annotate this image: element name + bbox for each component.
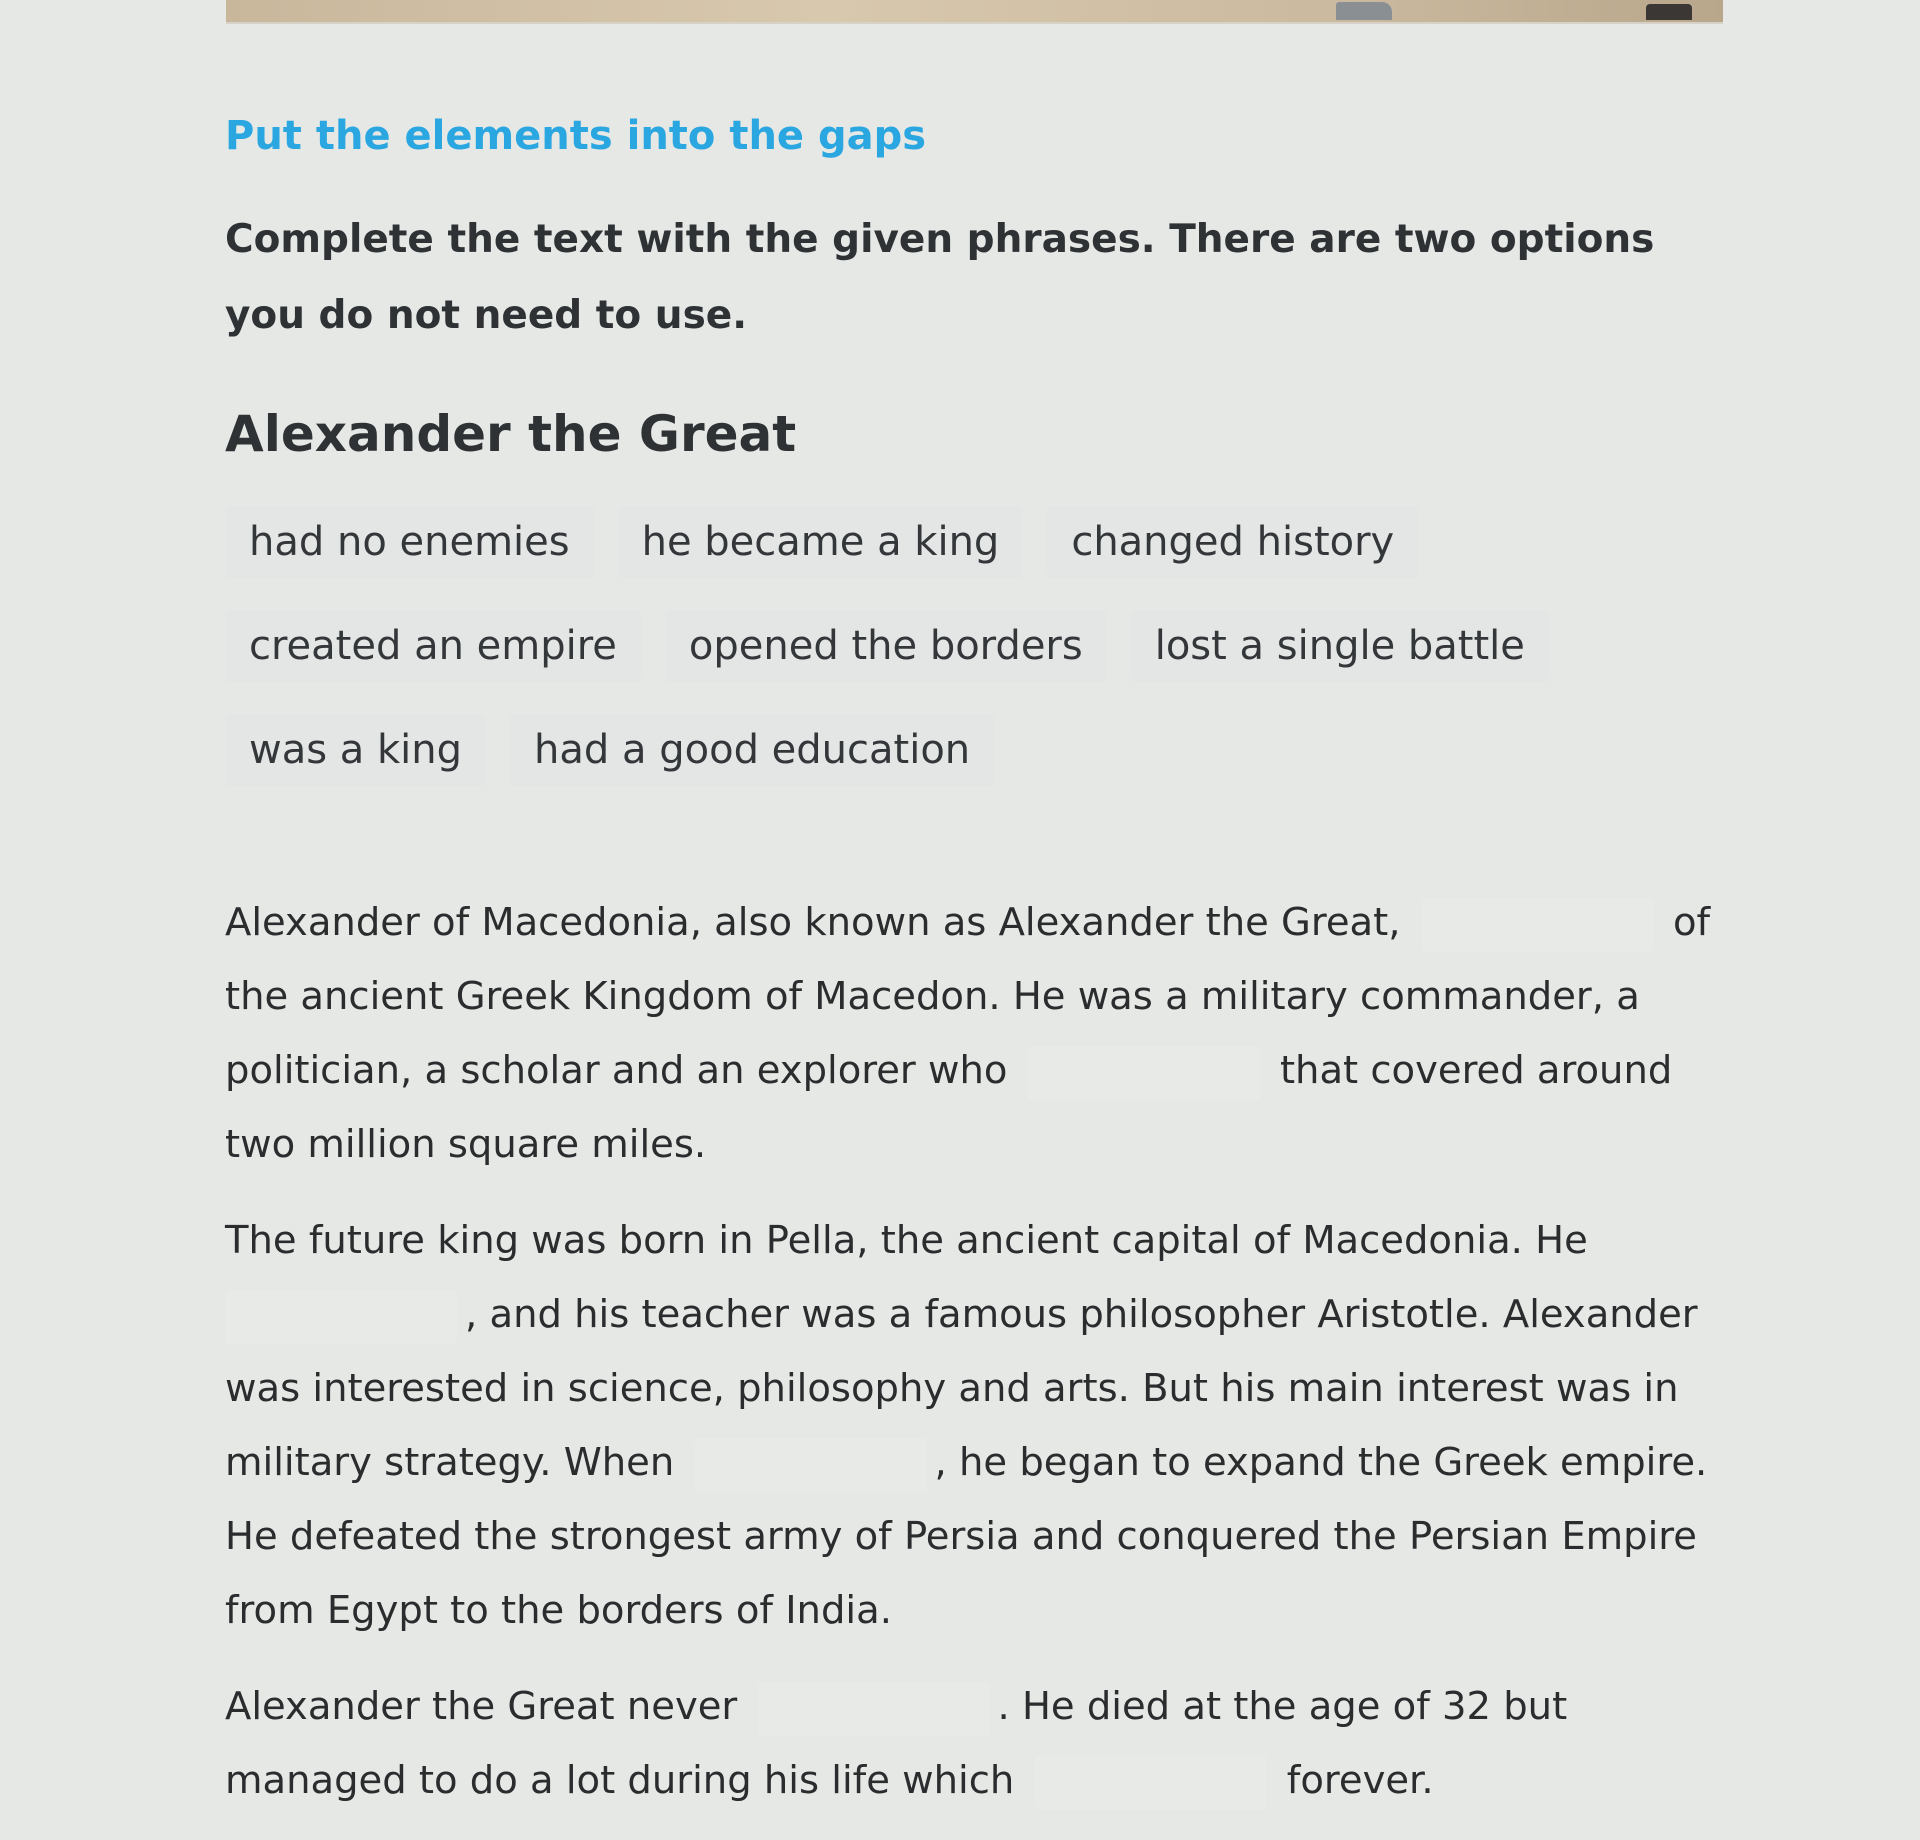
passage-text: forever. (1286, 1758, 1434, 1803)
passage (225, 886, 1725, 1818)
passage-text: that covered around two million square miles. (225, 1048, 1673, 1167)
word-chip[interactable]: created an empire (225, 610, 641, 682)
header-image-strip (226, 0, 1723, 24)
task-title: Put the elements into the gaps (225, 113, 927, 159)
word-chip[interactable]: he became a king (618, 506, 1024, 578)
answer-gap-4[interactable] (695, 1438, 927, 1492)
header-image-detail (1336, 2, 1392, 20)
header-image-detail (1646, 4, 1692, 20)
answer-gap-6[interactable] (1035, 1756, 1267, 1810)
text-title: Alexander the Great (225, 405, 797, 463)
answer-gap-1[interactable] (1421, 898, 1653, 952)
passage-text: , and his teacher was a famous philosopher Aristotle. Alexander was interested in science, philosophy and arts. But his main interest was in military strategy. When (225, 1292, 1698, 1485)
word-chip[interactable]: had a good education (510, 714, 994, 786)
passage-paragraph (225, 1204, 1725, 1648)
task-instructions: Complete the text with the given phrases. There are two options you do not need to use. (225, 217, 1655, 338)
passage-paragraph (225, 1670, 1725, 1818)
passage-text: , he began to expand the Greek empire. He defeated the strongest army of Persia and conquered the Persian Empire from Egypt to the borders of India. (225, 1440, 1708, 1633)
word-chip[interactable]: had no enemies (225, 506, 594, 578)
passage-text: . He died at the age of 32 but managed to do a lot during his life which (225, 1684, 1568, 1803)
word-bank (225, 506, 1725, 818)
exercise-container (225, 100, 1725, 1840)
passage-paragraph (225, 886, 1725, 1182)
passage-text: The future king was born in Pella, the ancient capital of Macedonia. He (225, 1218, 1588, 1263)
word-chip[interactable]: changed history (1047, 506, 1418, 578)
word-chip[interactable]: lost a single battle (1131, 610, 1549, 682)
passage-text: of the ancient Greek Kingdom of Macedon. He was a military commander, a politician, a scholar and an explorer who (225, 900, 1711, 1093)
passage-text: Alexander the Great never (225, 1684, 738, 1729)
answer-gap-3[interactable] (225, 1290, 457, 1344)
answer-gap-2[interactable] (1028, 1046, 1260, 1100)
answer-gap-5[interactable] (758, 1682, 990, 1736)
passage-text: Alexander of Macedonia, also known as Alexander the Great, (225, 900, 1401, 945)
word-chip[interactable]: was a king (225, 714, 486, 786)
word-chip[interactable]: opened the borders (665, 610, 1107, 682)
